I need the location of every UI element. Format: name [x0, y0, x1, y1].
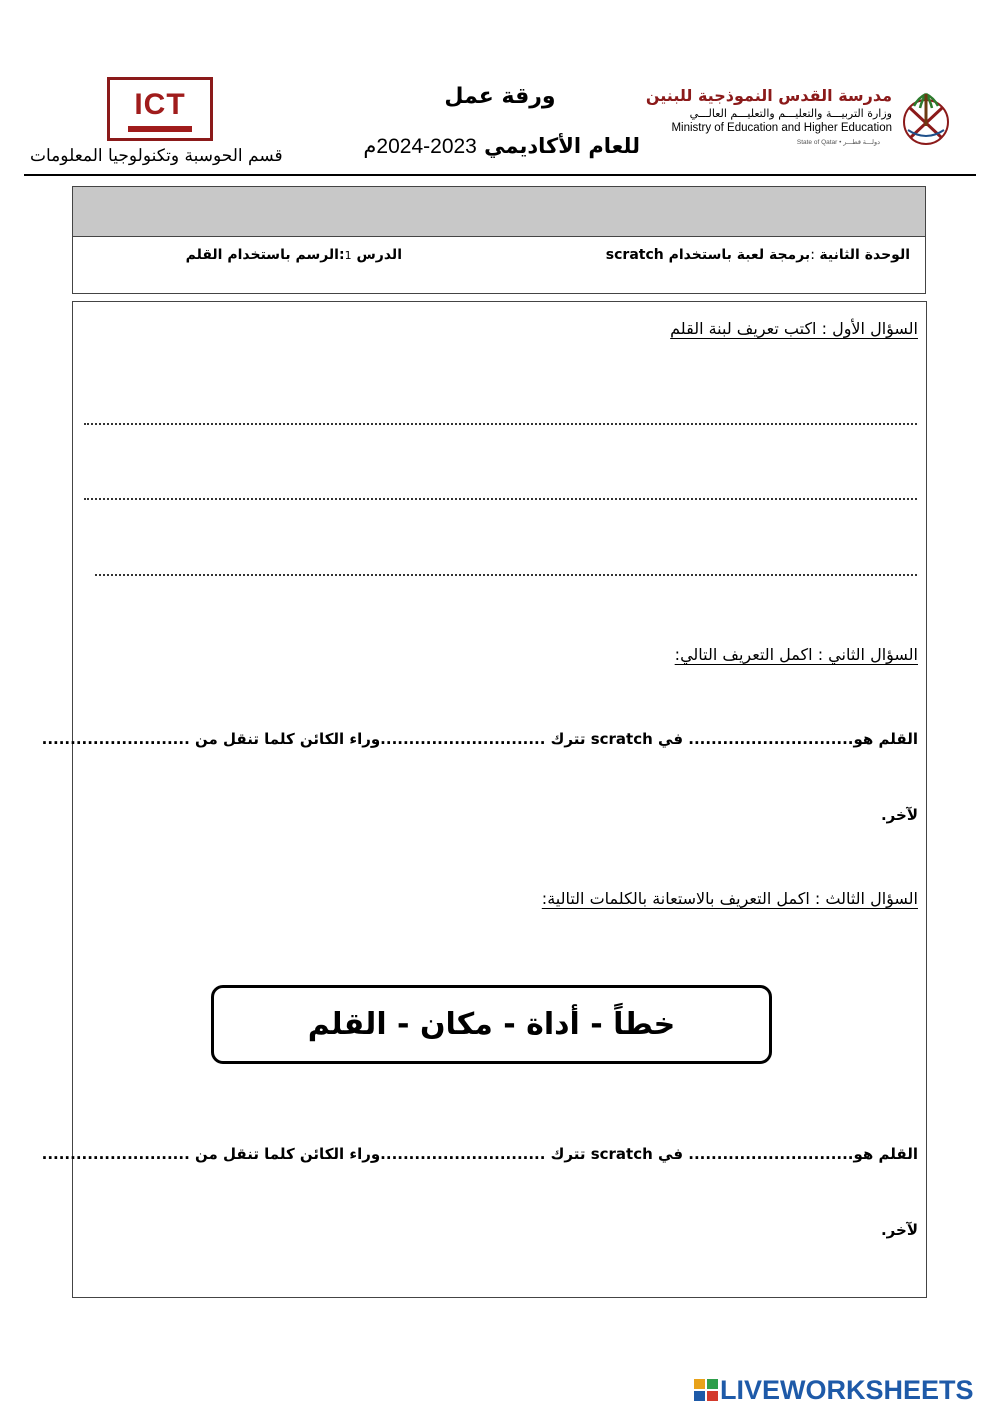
question-3-ending: لآخر.: [880, 1221, 918, 1239]
lesson-label: الدرس: [356, 247, 402, 263]
question-1: السؤال الأول : اكتب تعريف لبنة القلم: [670, 319, 918, 338]
academic-year-value: 2023-2024م: [363, 135, 477, 158]
ministry-name-en: Ministry of Education and Higher Education: [671, 122, 892, 134]
ict-logo: [107, 77, 213, 141]
liveworksheets-brand: [694, 1375, 994, 1405]
worksheet-title: ورقة عمل: [444, 84, 556, 109]
answer-line-1[interactable]: [84, 423, 917, 425]
academic-year-label: للعام الأكاديمي: [484, 134, 640, 158]
word-bank-words: خطاً - أداة - مكان - القلم: [307, 1007, 676, 1042]
lesson-line: الدرس 1:الرسم باستخدام القلم: [185, 247, 402, 263]
question-2: السؤال الثاني : اكمل التعريف التالي:: [674, 645, 918, 664]
question-3-sentence[interactable]: القلم هو............................. في scratch تترك .............................وراء الكائن كلما تنقل من ..........................: [41, 1145, 918, 1163]
qatar-emblem-icon: [896, 86, 956, 148]
header-divider: [24, 174, 976, 176]
unit-line: الوحدة الثانية :برمجة لعبة باستخدام scratch: [605, 247, 910, 263]
unit-box-band: [73, 187, 925, 237]
academic-year: [330, 134, 640, 159]
answer-line-3[interactable]: [95, 574, 917, 576]
question-3: السؤال الثالث : اكمل التعريف بالاستعانة بالكلمات التالية:: [541, 889, 918, 908]
liveworksheets-text: LIVEWORKSHEETS: [720, 1375, 974, 1405]
word-bank: [211, 985, 772, 1064]
ict-logo-bar: [128, 126, 192, 132]
unit-label: الوحدة الثانية: [819, 247, 910, 263]
ict-logo-text: ICT: [134, 88, 186, 121]
lesson-number: 1: [344, 249, 352, 262]
state-of-qatar: State of Qatar • دولـــة قطـــر: [796, 139, 880, 146]
unit-title: برمجة لعبة باستخدام scratch: [605, 247, 811, 263]
answer-line-2[interactable]: [84, 498, 917, 500]
question-2-sentence[interactable]: القلم هو............................. في scratch تترك .............................وراء الكائن كلما تنقل من ..........................: [41, 730, 918, 748]
school-name: مدرسة القدس النموذجية للبنين: [645, 86, 892, 105]
question-2-ending: لآخر.: [880, 806, 918, 824]
ministry-name-ar: وزارة التربيـــة والتعليـــم والتعليـــم العالـــي: [689, 107, 892, 120]
liveworksheets-logo-icon: [694, 1379, 718, 1401]
department-name: قسم الحوسبة وتكنولوجيا المعلومات: [30, 146, 283, 166]
lesson-title: الرسم باستخدام القلم: [185, 247, 339, 263]
